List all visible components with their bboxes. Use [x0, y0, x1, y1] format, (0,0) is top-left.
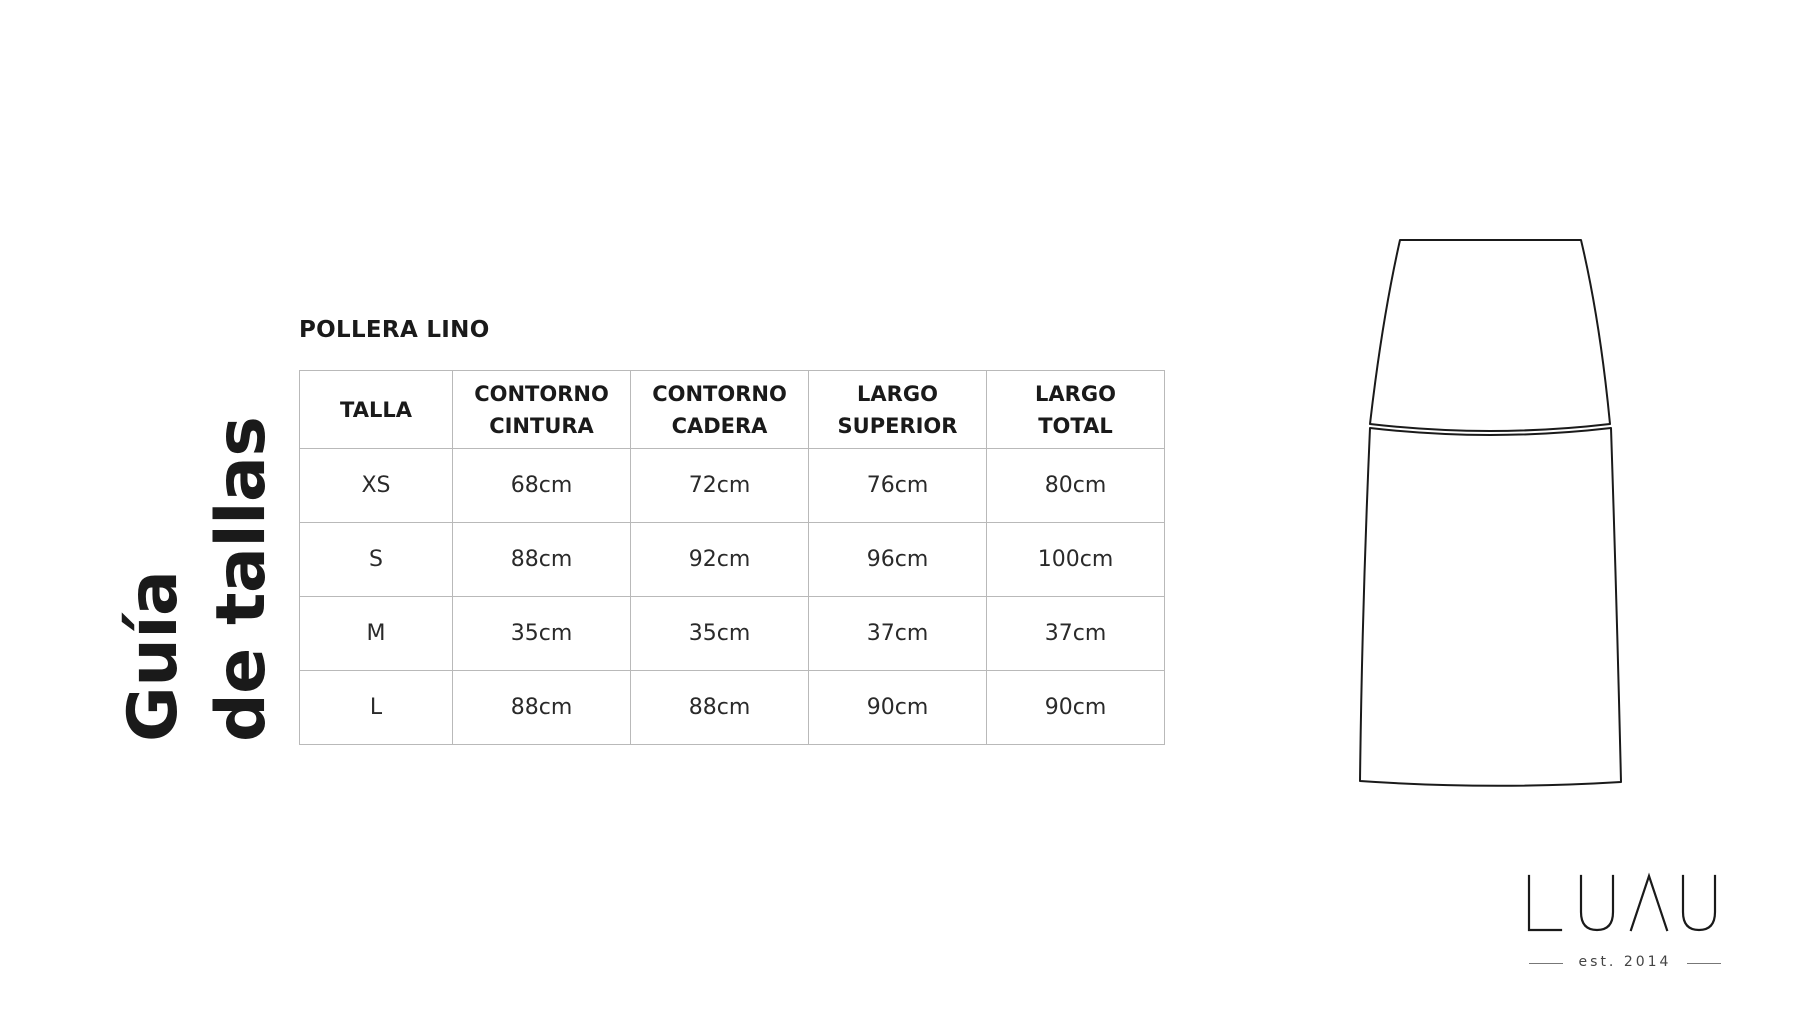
size-table-header [300, 371, 1165, 449]
header-row [300, 371, 1165, 449]
header-label: CONTORNO [474, 381, 609, 406]
table-cell: 92cm [631, 523, 809, 597]
skirt-upper-tier [1370, 240, 1610, 431]
table-row [300, 597, 1165, 671]
table-cell: 100cm [987, 523, 1165, 597]
table-row [300, 671, 1165, 745]
luau-logo-icon [1525, 868, 1725, 938]
table-cell: 88cm [453, 523, 631, 597]
table-cell: 90cm [987, 671, 1165, 745]
table-cell: 90cm [809, 671, 987, 745]
table-row [300, 523, 1165, 597]
table-cell: 72cm [631, 449, 809, 523]
table-cell: 68cm [453, 449, 631, 523]
table-cell-size: S [300, 523, 453, 597]
table-cell: 37cm [809, 597, 987, 671]
skirt-lower-tier [1360, 428, 1621, 786]
table-cell: 88cm [631, 671, 809, 745]
skirt-illustration-icon [1340, 230, 1640, 800]
brand-logo [1525, 868, 1765, 970]
header-contorno-cintura [453, 371, 631, 449]
table-cell: 35cm [453, 597, 631, 671]
page-title-line-1: Guía [114, 570, 193, 742]
table-cell: 76cm [809, 449, 987, 523]
size-table-body [300, 449, 1165, 745]
logo-divider-right [1687, 963, 1721, 964]
header-label: LARGO [1035, 381, 1116, 406]
header-label: CINTURA [489, 413, 594, 438]
product-name: POLLERA LINO [299, 317, 490, 343]
header-label: TALLA [340, 397, 412, 422]
header-largo-superior [809, 371, 987, 449]
header-contorno-cadera [631, 371, 809, 449]
header-talla [300, 371, 453, 449]
size-table [299, 370, 1165, 745]
brand-tagline: est. 2014 [1578, 954, 1672, 970]
header-label: CADERA [671, 413, 768, 438]
table-cell: 88cm [453, 671, 631, 745]
table-cell-size: L [300, 671, 453, 745]
header-label: CONTORNO [652, 381, 787, 406]
table-row [300, 449, 1165, 523]
header-label: TOTAL [1038, 413, 1113, 438]
table-cell: 37cm [987, 597, 1165, 671]
header-label: LARGO [857, 381, 938, 406]
page-title-line-2: de tallas [202, 416, 281, 742]
table-cell-size: XS [300, 449, 453, 523]
table-cell-size: M [300, 597, 453, 671]
table-cell: 96cm [809, 523, 987, 597]
header-label: SUPERIOR [837, 413, 958, 438]
table-cell: 80cm [987, 449, 1165, 523]
page-title [110, 417, 286, 742]
header-largo-total [987, 371, 1165, 449]
table-cell: 35cm [631, 597, 809, 671]
